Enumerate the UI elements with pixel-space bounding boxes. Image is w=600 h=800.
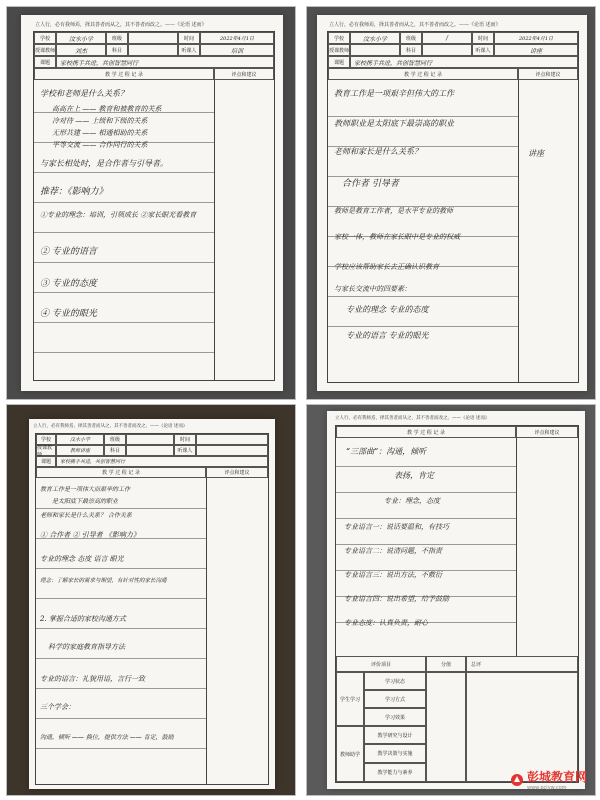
eval-teacher-group: 教师助学	[336, 726, 364, 782]
record-form	[335, 425, 579, 783]
listener-value	[196, 445, 268, 456]
topic-value	[56, 56, 274, 68]
motto-text: 立人行，必有我师焉，择其善者而从之，其不善者而改之。——《论语 述而》	[33, 424, 188, 429]
motto-text: 立人行，必有我师焉，择其善者而从之，其不善者而改之。——《论语 述而》	[35, 22, 207, 28]
teacher-value	[56, 44, 106, 56]
rule-line	[34, 232, 214, 233]
comment-handwriting: 讲座	[528, 149, 544, 158]
note-line: 与家长相处时，是合作者与引导者。	[40, 159, 168, 168]
school-handwriting: 汶水小学	[69, 437, 90, 443]
header-class: 班级	[106, 32, 128, 44]
header-comments: 评点和建议	[516, 426, 578, 438]
eval-header-comment: 总评	[466, 656, 578, 672]
note-line: 无形共建 —— 相通相助的关系	[52, 129, 148, 137]
note-line: 是太阳底下最崇高的职业	[52, 498, 119, 505]
rule-line	[36, 718, 206, 719]
note-line: ③ 专业的态度	[40, 279, 97, 289]
header-time: 时间	[178, 32, 200, 44]
header-listener: 听课人	[174, 445, 196, 456]
watermark-logo-icon	[510, 773, 524, 787]
record-form	[35, 433, 269, 785]
eval-student-group: 学生学习	[336, 672, 364, 726]
school-value	[56, 434, 104, 445]
eval-header-score: 分值	[426, 656, 466, 672]
time-value	[196, 434, 268, 445]
header-time: 时间	[174, 434, 196, 445]
rule-line	[328, 116, 518, 117]
note-line: 教师是教育工作者，是水平专业的教师	[334, 207, 453, 215]
header-comments: 评点和建议	[518, 68, 578, 80]
time-value	[494, 32, 578, 44]
header-topic: 课题	[36, 456, 56, 467]
subject-value	[128, 44, 178, 56]
header-time: 时间	[472, 32, 494, 44]
eval-row: 教学决策与实施	[364, 744, 426, 763]
note-line: 教育工作是一项艰辛但伟大的工作	[334, 89, 454, 98]
notebook-page	[317, 15, 587, 391]
school-value	[350, 32, 400, 44]
rule-line	[328, 296, 518, 297]
watermark-name: 彭城教育网	[526, 770, 587, 784]
note-line: 老师和家长是什么关系？	[334, 147, 422, 156]
header-school: 学校	[36, 434, 56, 445]
rule-line	[34, 262, 214, 263]
note-line: 专业态度：认真负责，耐心	[344, 619, 428, 627]
note-line: 平等交流 —— 合作同行的关系	[52, 141, 148, 149]
note-line: 专业：理念，态度	[384, 497, 440, 505]
topic-handwriting: 家校携手共进，共创智慧同行	[60, 59, 139, 67]
listener-handwriting: 培训	[230, 47, 243, 55]
rule-line	[36, 688, 206, 689]
note-line: 沟通，倾听 —— 换位，提供方法 —— 肯定，鼓励	[40, 734, 174, 741]
teacher-value	[56, 445, 104, 456]
note-line: ① 合作者 ② 引导者 《影响力》	[40, 531, 140, 539]
topic-handwriting: 家校携手共进，共创智慧同行	[60, 459, 126, 465]
photo-top-left	[6, 6, 296, 400]
note-line: 与家长交流中的四要素：	[334, 285, 411, 293]
rule-line	[336, 518, 516, 519]
header-comments: 评点和建议	[214, 68, 274, 80]
header-teacher: 授课教师	[34, 44, 56, 56]
note-line: 专业语言一：说话要温和，有技巧	[344, 523, 449, 531]
photo-top-right	[306, 6, 596, 400]
class-value	[422, 32, 472, 44]
note-line: ①专业的理念：培训，引领成长 ②家长眼光看教育	[40, 211, 197, 219]
school-value	[56, 32, 106, 44]
eval-header-item: 评价项目	[336, 656, 426, 672]
header-listener: 听课人	[472, 44, 494, 56]
note-line: 学校应该帮助家长去正确认识教育	[334, 263, 439, 271]
class-handwriting: /	[445, 34, 449, 42]
school-handwriting: 汶水小学	[362, 35, 387, 43]
note-line: 教师职业是太阳底下最崇高的职业	[334, 119, 454, 128]
note-line: 三个学会：	[40, 703, 75, 711]
teacher-handwriting: 教师讲座	[69, 448, 90, 454]
rule-line	[34, 172, 214, 173]
note-line: 理念：了解家长的需求与期望，有针对性的家长沟通	[40, 578, 167, 584]
column-divider	[206, 478, 207, 784]
note-line: 高高在上 —— 教育和被教育的关系	[52, 105, 162, 113]
class-value	[126, 434, 174, 445]
note-line: 专业语言二：说清问题，不指责	[344, 547, 442, 555]
rule-line	[336, 544, 516, 545]
rule-line	[34, 322, 214, 323]
eval-row: 教学能力与素养	[364, 763, 426, 782]
eval-row: 教学研究与设计	[364, 726, 426, 744]
header-process: 教 学 过 程 记 录	[328, 68, 518, 80]
rule-line	[34, 352, 214, 353]
note-line: 专业的理念 专业的态度	[346, 305, 429, 314]
rule-line	[336, 466, 516, 467]
listener-value	[200, 44, 274, 56]
note-line: 专业语言四：说出希望，给予鼓励	[344, 595, 449, 603]
rule-line	[36, 598, 206, 599]
class-value	[128, 32, 178, 44]
school-handwriting: 汶水小学	[68, 35, 93, 43]
note-line: 学校和老师是什么关系？	[40, 89, 128, 98]
time-handwriting: 2022年4月1日	[518, 35, 554, 42]
note-line: 2. 掌握合适的家校沟通方式	[40, 615, 126, 623]
header-process: 教 学 过 程 记 录	[336, 426, 516, 438]
note-line: 合作者 引导者	[342, 179, 399, 189]
note-line: 推荐：《影响力》	[40, 187, 108, 197]
header-topic: 课题	[328, 56, 350, 68]
teacher-handwriting: 刘杰	[74, 47, 87, 55]
photo-bottom-left	[6, 404, 296, 796]
note-line: 家校一体，教师在家长眼中是专业的权威	[334, 233, 460, 241]
rule-line	[36, 508, 206, 509]
note-line: 表扬，肯定	[394, 471, 434, 480]
topic-handwriting: 家校携手共进，共创智慧同行	[354, 59, 433, 67]
topic-value	[56, 456, 268, 467]
header-school: 学校	[34, 32, 56, 44]
eval-score-cell	[426, 672, 466, 782]
rule-line	[36, 628, 206, 629]
listener-handwriting: 讲座	[529, 47, 542, 55]
header-class: 班级	[104, 434, 126, 445]
notebook-page	[29, 419, 275, 789]
header-teacher: 授课教师	[328, 44, 350, 56]
rule-line	[36, 658, 206, 659]
note-line: 专业的语言 专业的眼光	[346, 331, 429, 340]
note-line: 科学的家庭教育指导方法	[48, 643, 125, 651]
topic-value	[350, 56, 578, 68]
notebook-page	[327, 411, 585, 789]
rule-line	[34, 292, 214, 293]
header-subject: 科目	[400, 44, 422, 56]
header-process: 教 学 过 程 记 录	[36, 467, 206, 478]
photo-bottom-right	[306, 404, 596, 796]
column-divider	[516, 438, 517, 656]
note-line: 老师和家长是什么关系？ 合作关系	[40, 512, 132, 519]
time-handwriting: 2022年4月1日	[219, 35, 255, 42]
watermark	[510, 768, 587, 791]
header-listener: 听课人	[178, 44, 200, 56]
note-line: ② 专业的语言	[40, 247, 97, 257]
header-comments: 评点和建议	[206, 467, 268, 478]
note-line: “三部曲”：沟通，倾听	[346, 447, 427, 456]
column-divider	[214, 80, 215, 380]
note-line: 专业的语言：礼貌用语，言行一致	[40, 675, 145, 683]
teacher-value	[350, 44, 400, 56]
header-subject: 科目	[106, 44, 128, 56]
motto-text: 立人行，必有我师焉，择其善者而从之，其不善者而改之。——《论语 述而》	[329, 22, 501, 28]
rule-line	[328, 326, 518, 327]
motto-text: 立人行，必有我师焉，择其善者而从之，其不善者而改之。——《论语 述而》	[335, 416, 490, 421]
record-form	[33, 31, 275, 381]
note-line: 冷对待 —— 上级和下级的关系	[52, 117, 148, 125]
header-teacher: 授课教师	[36, 445, 56, 456]
notebook-page	[21, 15, 283, 391]
header-class: 班级	[400, 32, 422, 44]
rule-line	[36, 748, 206, 749]
eval-comment-cell	[466, 672, 578, 782]
listener-value	[494, 44, 578, 56]
rule-line	[336, 492, 516, 493]
note-line: 专业的理念 态度 语言 眼光	[40, 555, 124, 563]
eval-row: 学习状态	[364, 672, 426, 690]
note-line: 教育工作是一项伟大而艰辛的工作	[40, 486, 131, 493]
note-line: ④ 专业的眼光	[40, 309, 97, 319]
header-process: 教 学 过 程 记 录	[34, 68, 214, 80]
eval-row: 学习方式	[364, 690, 426, 708]
record-form	[327, 31, 579, 383]
header-school: 学校	[328, 32, 350, 44]
note-line: 专业语言三：说出方法，不敷衍	[344, 571, 442, 579]
header-subject: 科目	[104, 445, 126, 456]
subject-value	[126, 445, 174, 456]
rule-line	[36, 568, 206, 569]
column-divider	[518, 80, 519, 382]
subject-value	[422, 44, 472, 56]
eval-row: 学习效果	[364, 708, 426, 726]
time-value	[200, 32, 274, 44]
rule-line	[34, 202, 214, 203]
header-topic: 课题	[34, 56, 56, 68]
watermark-url: www.pcjyw.com	[526, 785, 567, 791]
